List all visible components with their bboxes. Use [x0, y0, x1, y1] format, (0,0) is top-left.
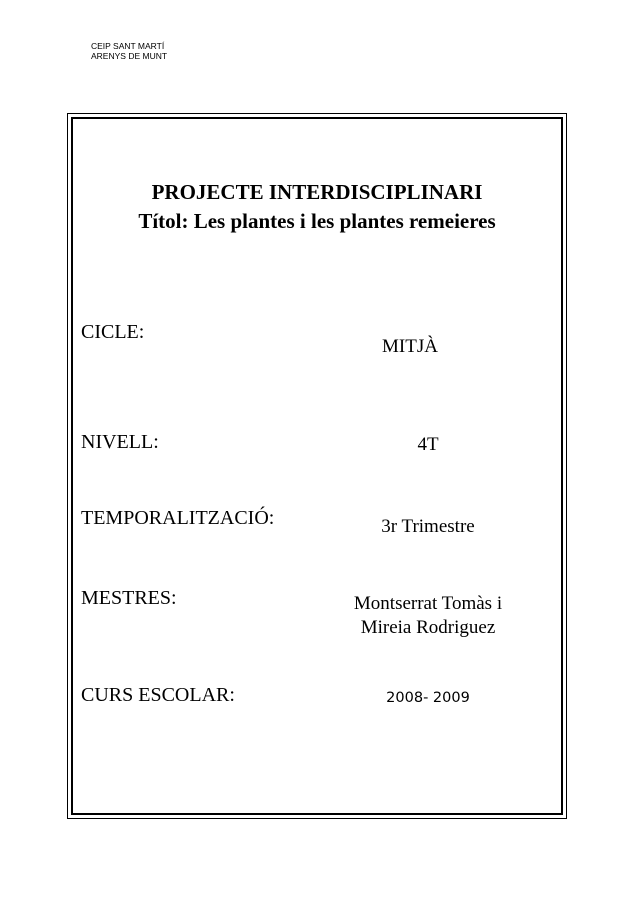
curs-escolar-label: CURS ESCOLAR: [81, 684, 235, 706]
project-title: PROJECTE INTERDISCIPLINARI [151, 180, 483, 204]
school-name: CEIP SANT MARTÍ [91, 41, 165, 51]
nivell-label: NIVELL: [81, 431, 159, 453]
mestres-value-line2: Mireia Rodriguez [360, 617, 496, 638]
cicle-value: MITJÀ [382, 336, 438, 357]
nivell-value: 4T [417, 434, 439, 455]
project-subtitle: Títol: Les plantes i les plantes remeieres [138, 209, 496, 233]
temporalitzacio-value: 3r Trimestre [381, 516, 475, 537]
school-town: ARENYS DE MUNT [91, 51, 168, 61]
school-header [91, 41, 167, 61]
curs-escolar-value: 2008- 2009 [386, 690, 470, 706]
temporalitzacio-label: TEMPORALITZACIÓ: [81, 507, 275, 529]
mestres-label: MESTRES: [81, 587, 177, 609]
cicle-label: CICLE: [81, 321, 145, 343]
mestres-value-line1: Montserrat Tomàs i [353, 593, 503, 614]
